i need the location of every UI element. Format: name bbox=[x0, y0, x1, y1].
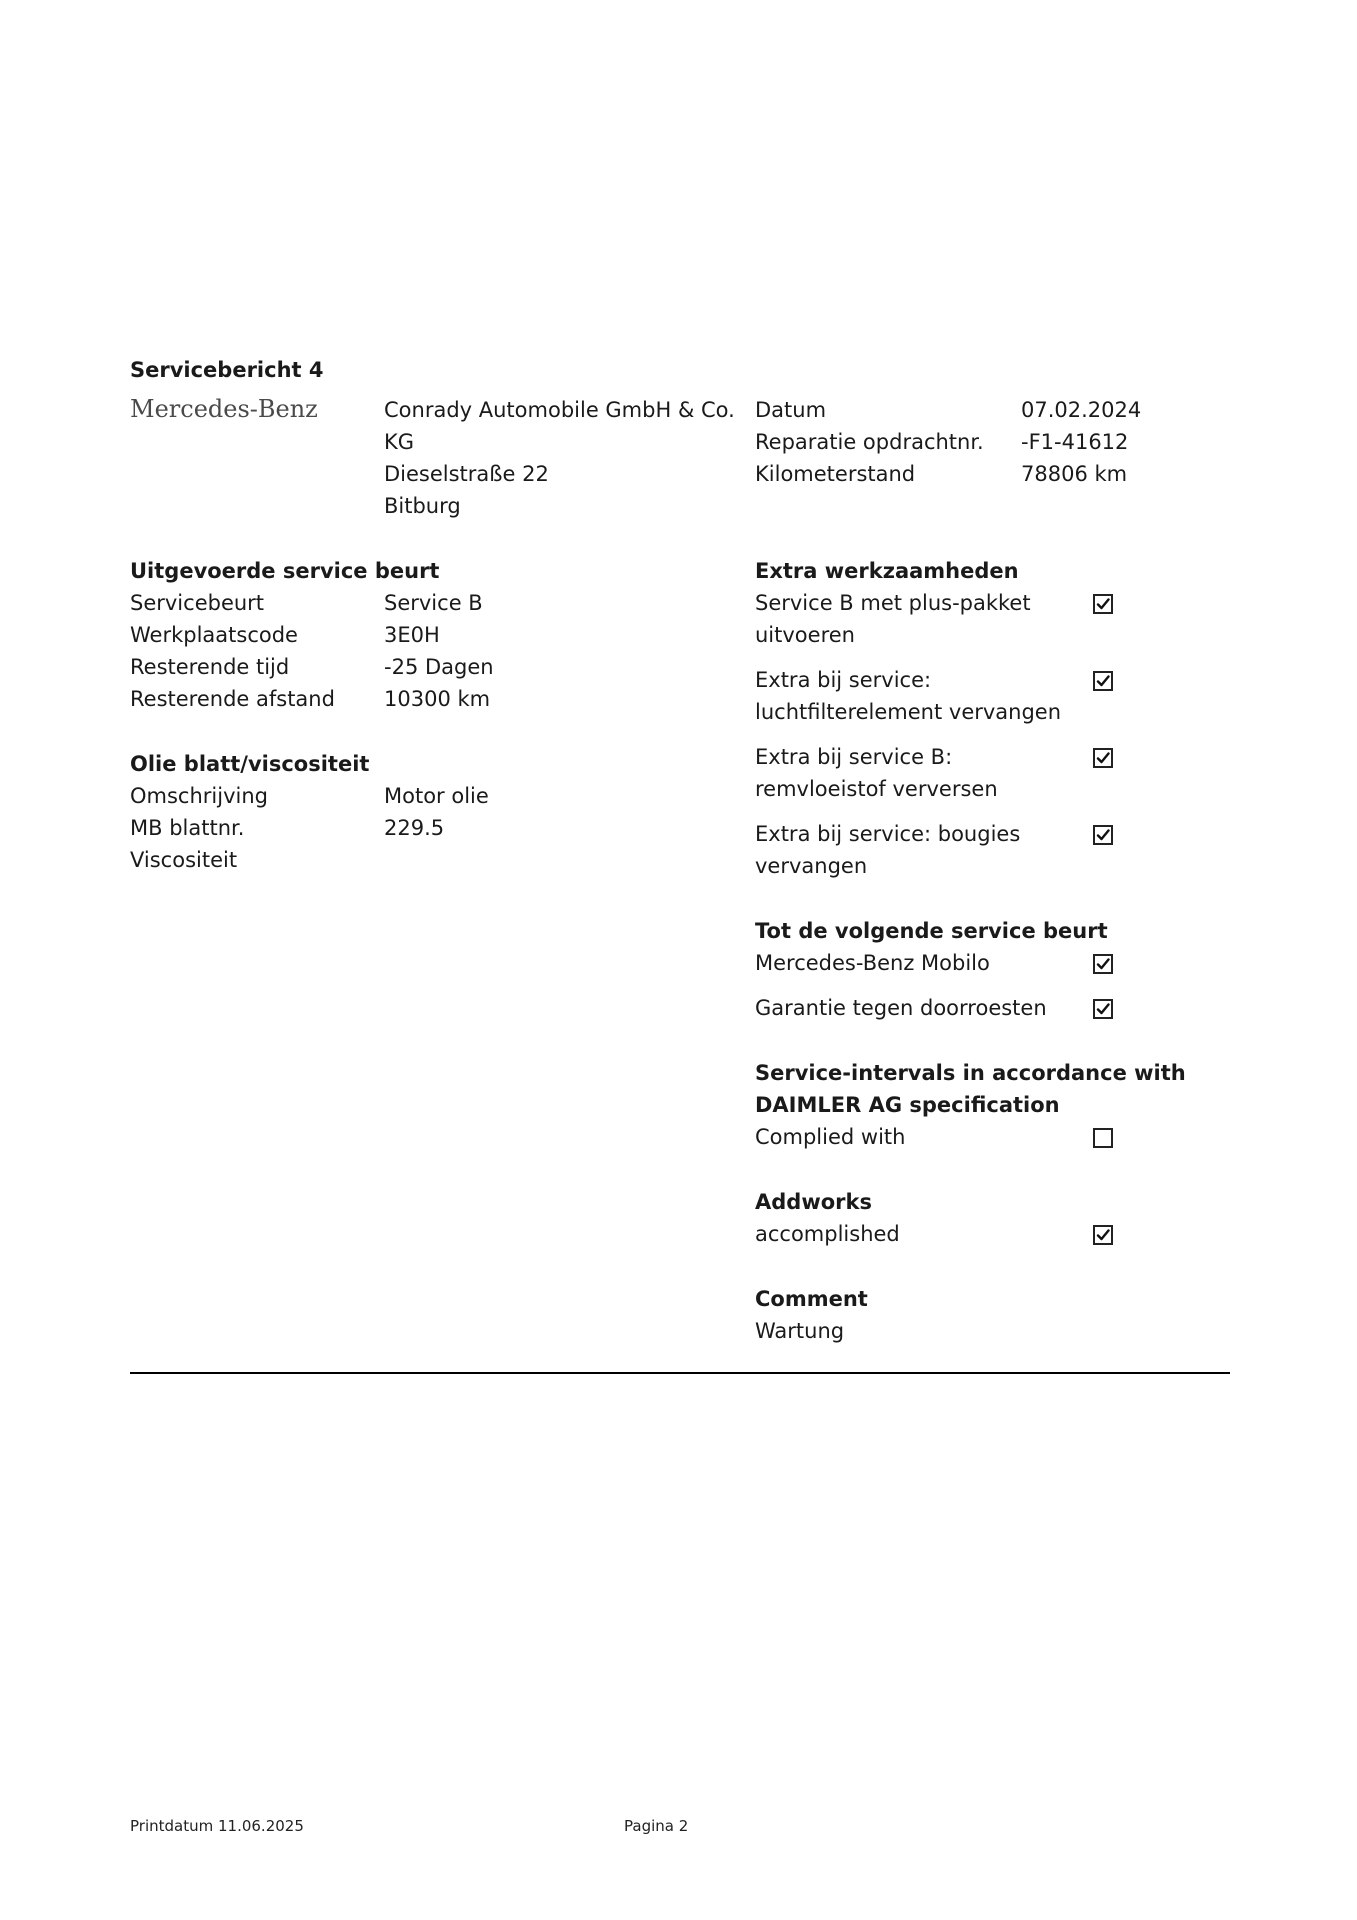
dealer-address bbox=[384, 394, 735, 522]
oil-label: MB blattnr. bbox=[130, 816, 245, 840]
report-title: Servicebericht 4 bbox=[130, 358, 324, 382]
dealer-line: Conrady Automobile GmbH & Co. bbox=[384, 398, 735, 422]
extra-item-line1: Service B met plus-pakket bbox=[755, 591, 1031, 615]
checkbox[interactable] bbox=[1093, 999, 1113, 1019]
checkbox[interactable] bbox=[1093, 825, 1113, 845]
next-item-label: Mercedes-Benz Mobilo bbox=[755, 951, 990, 975]
extra-item-line2: uitvoeren bbox=[755, 623, 855, 647]
extra-heading: Extra werkzaamheden bbox=[755, 559, 1019, 583]
checkbox[interactable] bbox=[1093, 748, 1113, 768]
brand-logo-text: Mercedes-Benz bbox=[130, 395, 318, 423]
next-item-label: Garantie tegen doorroesten bbox=[755, 996, 1047, 1020]
intervals-item-label: Complied with bbox=[755, 1125, 906, 1149]
check-icon bbox=[1096, 674, 1110, 688]
service-label: Resterende tijd bbox=[130, 655, 290, 679]
checkbox[interactable] bbox=[1093, 1128, 1113, 1148]
comment-text: Wartung bbox=[755, 1319, 845, 1343]
checkbox[interactable] bbox=[1093, 594, 1113, 614]
order-value: -F1-41612 bbox=[1021, 430, 1129, 454]
date-value: 07.02.2024 bbox=[1021, 398, 1142, 422]
dealer-line: Dieselstraße 22 bbox=[384, 462, 549, 486]
extra-item-line1: Extra bij service B: bbox=[755, 745, 953, 769]
km-label: Kilometerstand bbox=[755, 462, 916, 486]
oil-value: 229.5 bbox=[384, 816, 445, 840]
check-icon bbox=[1096, 828, 1110, 842]
dealer-line: Bitburg bbox=[384, 494, 461, 518]
checkbox[interactable] bbox=[1093, 1225, 1113, 1245]
checkbox[interactable] bbox=[1093, 954, 1113, 974]
service-value: -25 Dagen bbox=[384, 655, 494, 679]
service-label: Werkplaatscode bbox=[130, 623, 298, 647]
check-icon bbox=[1096, 597, 1110, 611]
checkbox[interactable] bbox=[1093, 671, 1113, 691]
check-icon bbox=[1096, 957, 1110, 971]
service-value: 3E0H bbox=[384, 623, 440, 647]
service-label: Servicebeurt bbox=[130, 591, 265, 615]
check-icon bbox=[1096, 1002, 1110, 1016]
service-heading: Uitgevoerde service beurt bbox=[130, 559, 440, 583]
oil-heading: Olie blatt/viscositeit bbox=[130, 752, 370, 776]
check-icon bbox=[1096, 751, 1110, 765]
extra-item-line2: vervangen bbox=[755, 854, 868, 878]
extra-item-line2: remvloeistof verversen bbox=[755, 777, 998, 801]
divider bbox=[130, 1372, 1230, 1374]
extra-item-line2: luchtfilterelement vervangen bbox=[755, 700, 1062, 724]
date-label: Datum bbox=[755, 398, 827, 422]
check-icon bbox=[1096, 1228, 1110, 1242]
service-label: Resterende afstand bbox=[130, 687, 335, 711]
intervals-heading-line1: Service-intervals in accordance with bbox=[755, 1061, 1186, 1085]
extra-item-line1: Extra bij service: bougies bbox=[755, 822, 1021, 846]
service-value: Service B bbox=[384, 591, 483, 615]
print-date: Printdatum 11.06.2025 bbox=[130, 1817, 304, 1835]
comment-heading: Comment bbox=[755, 1287, 868, 1311]
km-value: 78806 km bbox=[1021, 462, 1128, 486]
addworks-heading: Addworks bbox=[755, 1190, 872, 1214]
oil-label: Omschrijving bbox=[130, 784, 268, 808]
oil-value: Motor olie bbox=[384, 784, 489, 808]
next-heading: Tot de volgende service beurt bbox=[755, 919, 1108, 943]
dealer-line: KG bbox=[384, 430, 415, 454]
addworks-item-label: accomplished bbox=[755, 1222, 900, 1246]
service-value: 10300 km bbox=[384, 687, 491, 711]
page-number: Pagina 2 bbox=[624, 1817, 689, 1835]
order-label: Reparatie opdrachtnr. bbox=[755, 430, 984, 454]
intervals-heading-line2: DAIMLER AG specification bbox=[755, 1093, 1060, 1117]
extra-item-line1: Extra bij service: bbox=[755, 668, 932, 692]
oil-label: Viscositeit bbox=[130, 848, 238, 872]
